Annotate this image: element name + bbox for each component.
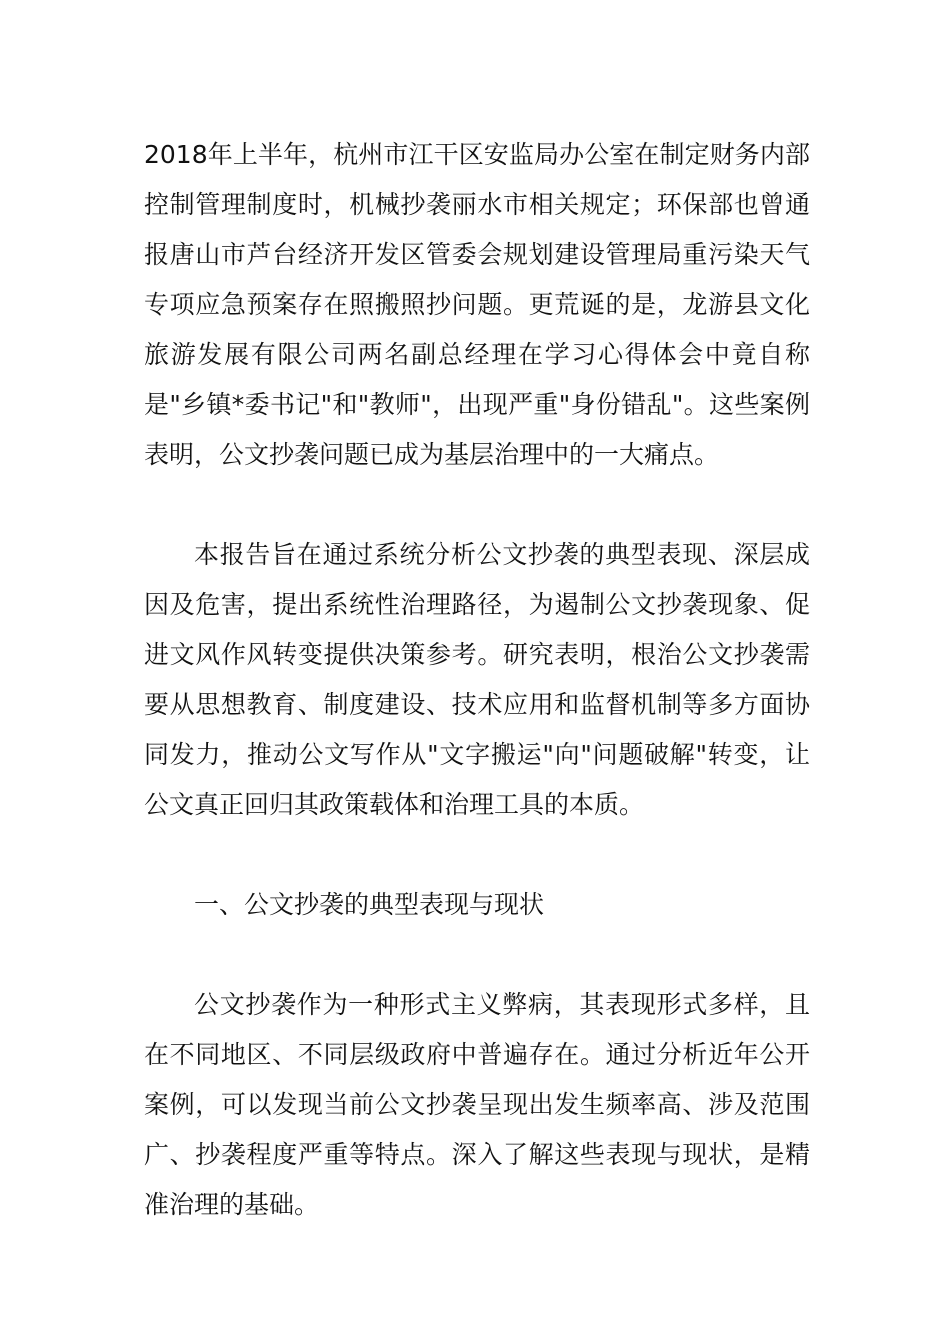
purpose-paragraph: 本报告旨在通过系统分析公文抄袭的典型表现、深层成因及危害，提出系统性治理路径，为遏制公文抄袭现象、促进文风作风转变提供决策参考。研究表明，根治公文抄袭需要从思想教育、制度建设、技术应用和监督机制等多方面协同发力，推动公文写作从"文字搬运"向"问题破解"转变，让公文真正回归其政策载体和治理工具的本质。 xyxy=(144,540,810,819)
section-paragraph: 公文抄袭作为一种形式主义弊病，其表现形式多样，且在不同地区、不同层级政府中普遍存在。通过分析近年公开案例，可以发现当前公文抄袭呈现出发生频率高、涉及范围广、抄袭程度严重等特点。深入了解这些表现与现状，是精准治理的基础。 xyxy=(144,990,810,1219)
document-body xyxy=(144,130,810,1230)
section-heading: 一、公文抄袭的典型表现与现状 xyxy=(194,890,545,919)
intro-paragraph: 2018年上半年，杭州市江干区安监局办公室在制定财务内部控制管理制度时，机械抄袭丽水市相关规定；环保部也曾通报唐山市芦台经济开发区管委会规划建设管理局重污染天气专项应急预案存在照搬照抄问题。更荒诞的是，龙游县文化旅游发展有限公司两名副总经理在学习心得体会中竟自称是"乡镇*委书记"和"教师"，出现严重"身份错乱"。这些案例表明，公文抄袭问题已成为基层治理中的一大痛点。 xyxy=(144,140,810,469)
